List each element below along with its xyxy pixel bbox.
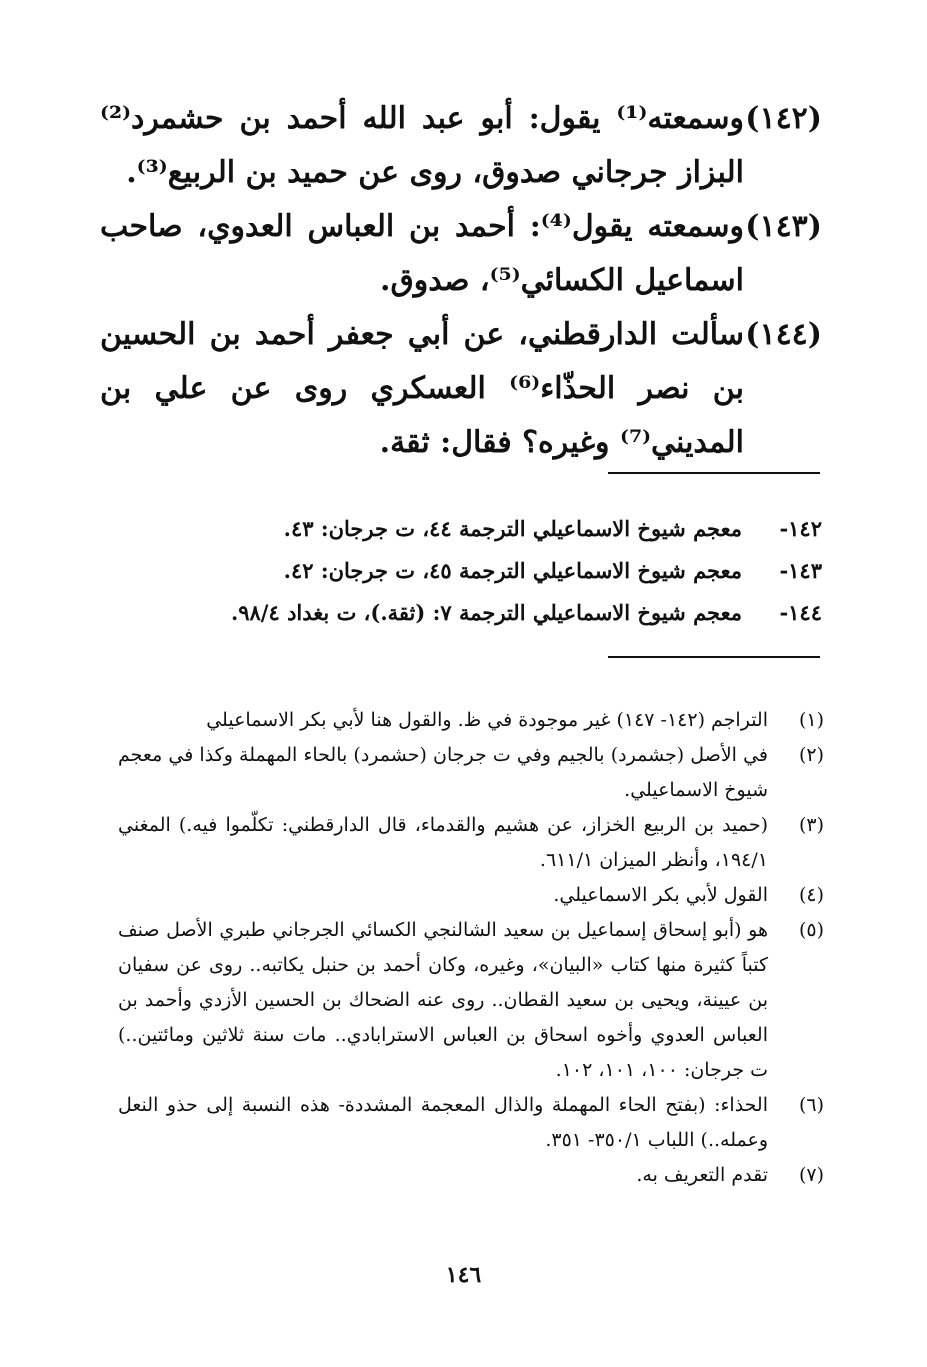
divider-rule — [608, 472, 820, 474]
entries-section — [100, 92, 822, 470]
source-text: معجم شيوخ الاسماعيلي الترجمة ٧: (ثقة.)، ت بغداد ٩٨/٤. — [230, 600, 742, 625]
entry-text: وسمعته⁽¹⁾ يقول: أبو عبد الله أحمد بن حشمرد⁽²⁾ البزاز جرجاني صدوق، روى عن حميد بن الربيع⁽³⁾. — [100, 101, 744, 190]
source-number: ١٤٢- — [779, 516, 822, 541]
entry-text: وسمعته يقول⁽⁴⁾: أحمد بن العباس العدوي، صاحب اسماعيل الكسائي⁽⁵⁾، صدوق. — [100, 209, 744, 298]
entry-number: (١٤٤) — [745, 317, 822, 352]
footnote — [118, 1088, 824, 1158]
source-text: معجم شيوخ الاسماعيلي الترجمة ٤٤، ت جرجان: ٤٣. — [283, 516, 742, 541]
entry-number: (١٤٣) — [745, 209, 822, 244]
source-text: معجم شيوخ الاسماعيلي الترجمة ٤٥، ت جرجان: ٤٢. — [283, 558, 742, 583]
footnote-text: (حميد بن الربيع الخزاز، عن هشيم والقدماء، قال الدارقطني: تكلّموا فيه.) المغني ١٩٤/١، وأنظر الميزان ٦١١/١. — [118, 814, 768, 871]
footnote-number: (٧) — [798, 1164, 824, 1186]
footnote-number: (٥) — [798, 919, 824, 941]
page-number: ١٤٦ — [445, 1262, 482, 1288]
footnote-number: (٤) — [798, 884, 824, 906]
footnote-text: هو (أبو إسحاق إسماعيل بن سعيد الشالنجي الكسائي الجرجاني طبري الأصل صنف كتباً كثيرة منها كتاب «البيان»، وغيره، وكان أحمد بن حنبل يكاتبه.. روى عن سفيان بن عيينة، ويحيى بن سعيد القطان.. روى عنه الضحاك بن الحسين الأزدي وأحمد بن العباس العدوي وأخوه اسحاق بن العباس الاسترابادي.. مات سنة ثلاثين ومائتين..) ت جرجان: ١٠٠، ١٠١، ١٠٢. — [118, 919, 768, 1081]
footnote — [118, 1158, 824, 1193]
footnote-text: التراجم (١٤٢- ١٤٧) غير موجودة في ظ. والقول هنا لأبي بكر الاسماعيلي — [206, 709, 768, 731]
divider-rule — [608, 656, 820, 658]
source-line — [150, 592, 822, 634]
footnote-text: تقدم التعريف به. — [636, 1164, 768, 1186]
footnote-number: (٣) — [798, 814, 824, 836]
footnote — [118, 913, 824, 1088]
source-line — [150, 550, 822, 592]
footnote-text: الحذاء: (بفتح الحاء المهملة والذال المعجمة المشددة- هذه النسبة إلى حذو النعل وعمله..) اللباب ٣٥٠/١- ٣٥١. — [118, 1094, 768, 1151]
footnote — [118, 808, 824, 878]
source-line — [150, 508, 822, 550]
footnote-number: (٢) — [798, 744, 824, 766]
entry-text: سألت الدارقطني، عن أبي جعفر أحمد بن الحسين بن نصر الحذّاء⁽⁶⁾ العسكري روى عن علي بن المديني⁽⁷⁾ وغيره؟ فقال: ثقة. — [100, 317, 744, 460]
source-number: ١٤٤- — [779, 600, 822, 625]
footnote-number: (١) — [798, 709, 824, 731]
footnote-text: القول لأبي بكر الاسماعيلي. — [553, 884, 768, 906]
entry-number: (١٤٢) — [745, 101, 822, 136]
entry-144 — [100, 308, 822, 470]
footnote — [118, 703, 824, 738]
footnotes-section — [118, 703, 824, 1193]
footnote-text: في الأصل (جشمرد) بالجيم وفي ت جرجان (حشمرد) بالحاء المهملة وكذا في معجم شيوخ الاسماعيلي. — [118, 744, 768, 801]
entry-143 — [100, 200, 822, 308]
source-number: ١٤٣- — [779, 558, 822, 583]
footnote — [118, 878, 824, 913]
entry-142 — [100, 92, 822, 200]
sources-section — [150, 508, 822, 634]
footnote — [118, 738, 824, 808]
footnote-number: (٦) — [798, 1094, 824, 1116]
